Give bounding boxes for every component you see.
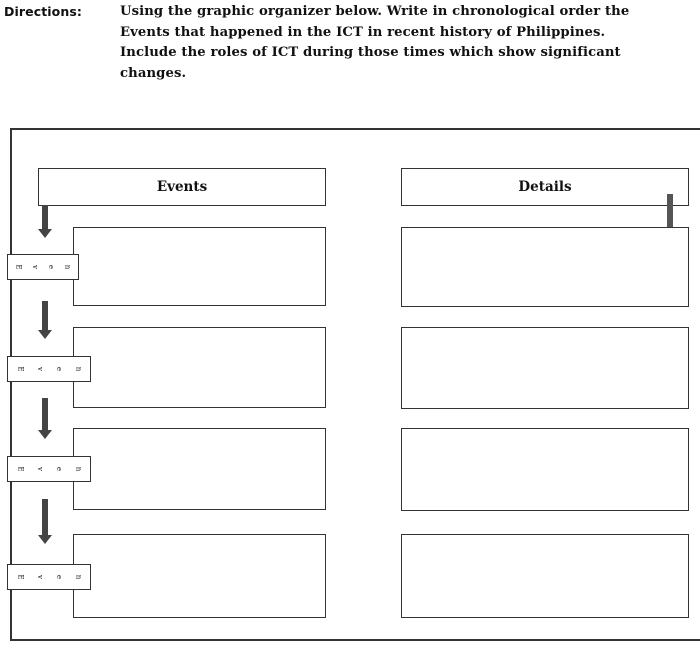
details-header: Details (401, 168, 689, 206)
details-connector (667, 194, 673, 230)
tab-letter: v (31, 265, 40, 269)
tab-letter: n (74, 366, 83, 372)
event-box-2[interactable] (73, 327, 326, 408)
tab-letter: e (54, 466, 63, 472)
detail-box-3[interactable] (401, 428, 689, 511)
arrow-down-icon (42, 398, 48, 431)
directions-label: Directions: (4, 4, 82, 19)
tab-letter: e (54, 574, 63, 580)
event-box-3[interactable] (73, 428, 326, 510)
detail-box-2[interactable] (401, 327, 689, 409)
tab-letter: n (74, 574, 83, 580)
tab-letter: v (35, 367, 44, 371)
tab-letter: n (74, 466, 83, 472)
directions-line-2: Events that happened in the ICT in recent history of Philippines. (120, 24, 606, 40)
tab-letter: E (16, 366, 25, 372)
event-side-tab-1 (7, 254, 79, 280)
tab-letter: n (63, 264, 72, 270)
events-header: Events (38, 168, 326, 206)
event-box-4[interactable] (73, 534, 326, 618)
tab-letter: v (35, 467, 44, 471)
event-side-tab-4 (7, 564, 91, 590)
tab-letter: E (16, 574, 25, 580)
arrow-down-icon (42, 301, 48, 331)
directions-line-1: Using the graphic organizer below. Write in chronological order the (120, 4, 630, 19)
event-side-tab-3 (7, 456, 91, 482)
detail-box-4[interactable] (401, 534, 689, 618)
arrow-down-icon (42, 205, 48, 230)
detail-box-1[interactable] (401, 227, 689, 307)
directions-line-4: changes. (120, 65, 187, 81)
tab-letter: v (35, 575, 44, 579)
arrow-down-icon (42, 499, 48, 536)
tab-letter: e (47, 264, 56, 270)
tab-letter: E (14, 264, 23, 270)
directions-block (4, 2, 694, 84)
event-box-1[interactable] (73, 227, 326, 306)
event-side-tab-2 (7, 356, 91, 382)
tab-letter: e (54, 366, 63, 372)
tab-letter: E (16, 466, 25, 472)
directions-line-3: Include the roles of ICT during those times which show significant (120, 45, 621, 60)
